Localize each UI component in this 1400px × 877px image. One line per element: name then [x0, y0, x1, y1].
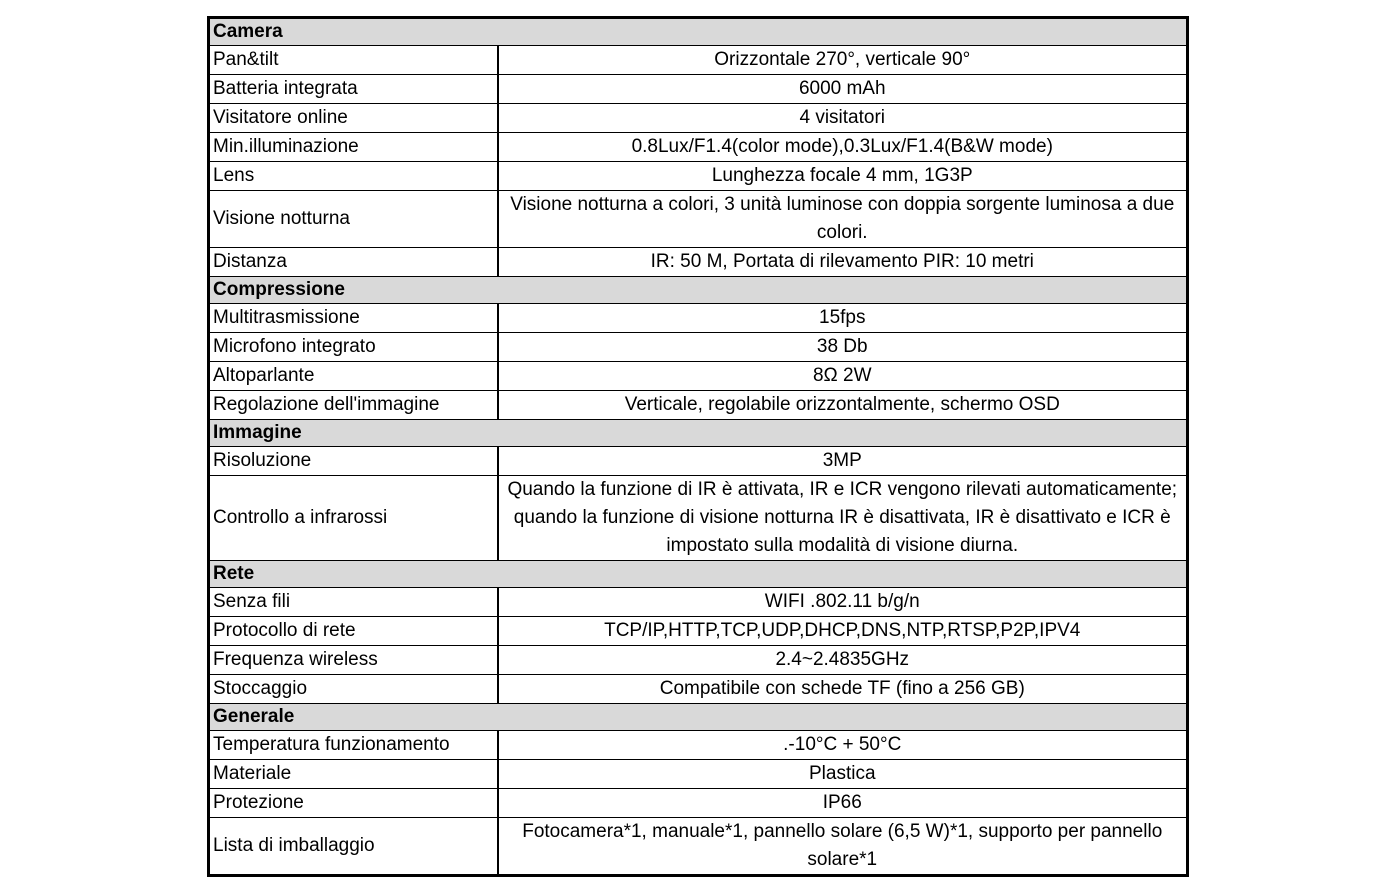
section-title: Camera: [209, 18, 1188, 46]
row-label: Batteria integrata: [209, 75, 498, 104]
table-row: [209, 362, 1188, 391]
section-header-compressione: [209, 277, 1188, 304]
table-row: [209, 789, 1188, 818]
row-value: 38 Db: [498, 333, 1188, 362]
table-row: [209, 447, 1188, 476]
row-label: Visitatore online: [209, 104, 498, 133]
row-value: TCP/IP,HTTP,TCP,UDP,DHCP,DNS,NTP,RTSP,P2P,IPV4: [498, 617, 1188, 646]
table-row: [209, 162, 1188, 191]
table-row: [209, 104, 1188, 133]
row-value: 8Ω 2W: [498, 362, 1188, 391]
table-row: [209, 304, 1188, 333]
row-value: Quando la funzione di IR è attivata, IR e ICR vengono rilevati automaticamente; quando la funzione di visione notturna IR è disattivata, IR è disattivato e ICR è impostato sulla modalità di visione diurna.: [498, 476, 1188, 561]
table-row: [209, 75, 1188, 104]
row-label: Lens: [209, 162, 498, 191]
table-row: [209, 731, 1188, 760]
row-label: Lista di imballaggio: [209, 818, 498, 876]
section-header-camera: [209, 18, 1188, 46]
row-value: Lunghezza focale 4 mm, 1G3P: [498, 162, 1188, 191]
table-row: [209, 646, 1188, 675]
row-value: .-10°C + 50°C: [498, 731, 1188, 760]
section-header-generale: [209, 704, 1188, 731]
row-value: 2.4~2.4835GHz: [498, 646, 1188, 675]
table-row: [209, 391, 1188, 420]
row-label: Visione notturna: [209, 191, 498, 248]
section-title: Generale: [209, 704, 1188, 731]
section-header-rete: [209, 561, 1188, 588]
table-row: [209, 760, 1188, 789]
section-header-immagine: [209, 420, 1188, 447]
row-value: Plastica: [498, 760, 1188, 789]
table-row: [209, 476, 1188, 561]
row-value: Orizzontale 270°, verticale 90°: [498, 46, 1188, 75]
row-label: Altoparlante: [209, 362, 498, 391]
row-value: IR: 50 M, Portata di rilevamento PIR: 10 metri: [498, 248, 1188, 277]
table-row: [209, 617, 1188, 646]
row-label: Regolazione dell'immagine: [209, 391, 498, 420]
row-value: Visione notturna a colori, 3 unità luminose con doppia sorgente luminosa a due colori.: [498, 191, 1188, 248]
section-title: Immagine: [209, 420, 1188, 447]
row-value: WIFI .802.11 b/g/n: [498, 588, 1188, 617]
section-title: Rete: [209, 561, 1188, 588]
row-label: Risoluzione: [209, 447, 498, 476]
spec-table: [207, 16, 1189, 877]
row-label: Protezione: [209, 789, 498, 818]
row-label: Protocollo di rete: [209, 617, 498, 646]
table-row: [209, 133, 1188, 162]
table-row: [209, 191, 1188, 248]
row-label: Min.illuminazione: [209, 133, 498, 162]
row-value: IP66: [498, 789, 1188, 818]
row-label: Stoccaggio: [209, 675, 498, 704]
row-value: Fotocamera*1, manuale*1, pannello solare (6,5 W)*1, supporto per pannello solare*1: [498, 818, 1188, 876]
row-value: Verticale, regolabile orizzontalmente, schermo OSD: [498, 391, 1188, 420]
row-label: Microfono integrato: [209, 333, 498, 362]
row-label: Materiale: [209, 760, 498, 789]
row-value: 15fps: [498, 304, 1188, 333]
table-row: [209, 248, 1188, 277]
section-title: Compressione: [209, 277, 1188, 304]
row-label: Multitrasmissione: [209, 304, 498, 333]
table-row: [209, 675, 1188, 704]
row-value: 4 visitatori: [498, 104, 1188, 133]
row-label: Controllo a infrarossi: [209, 476, 498, 561]
row-label: Temperatura funzionamento: [209, 731, 498, 760]
table-row: [209, 333, 1188, 362]
row-value: 0.8Lux/F1.4(color mode),0.3Lux/F1.4(B&W mode): [498, 133, 1188, 162]
row-label: Frequenza wireless: [209, 646, 498, 675]
table-row: [209, 46, 1188, 75]
row-value: 6000 mAh: [498, 75, 1188, 104]
row-value: Compatibile con schede TF (fino a 256 GB): [498, 675, 1188, 704]
table-row: [209, 588, 1188, 617]
row-label: Senza fili: [209, 588, 498, 617]
row-value: 3MP: [498, 447, 1188, 476]
row-label: Pan&tilt: [209, 46, 498, 75]
row-label: Distanza: [209, 248, 498, 277]
